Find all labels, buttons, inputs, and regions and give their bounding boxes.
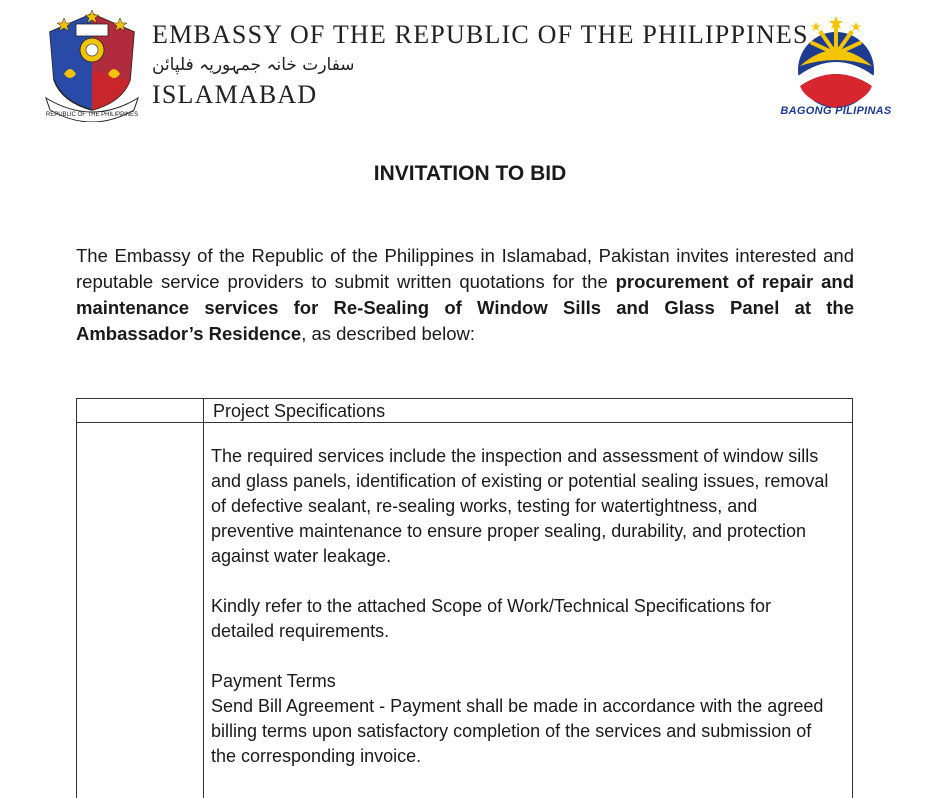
table-header-divider bbox=[76, 422, 853, 423]
table-column-divider bbox=[203, 398, 204, 798]
payment-terms-text: Send Bill Agreement - Payment shall be made in accordance with the agreed billing terms upon satisfactory completion of the services and submission of the corresponding invoice. bbox=[211, 696, 824, 766]
seal-caption: REPUBLIC OF THE PHILIPPINES bbox=[45, 112, 139, 118]
table-border-right bbox=[852, 398, 853, 798]
project-specifications-header: Project Specifications bbox=[213, 401, 386, 421]
intro-lead: The Embassy of the Republic of the Philippines in Islamabad, Pakistan invites interested and reputable service providers to submit written quotations for the bbox=[76, 245, 854, 292]
intro-procurement-bold: procurement of repair and maintenance services for Re-Sealing of Window Sills and Glass Panel at the Ambassador’s Residence bbox=[76, 271, 854, 344]
intro-paragraph bbox=[76, 243, 854, 347]
document-title: INVITATION TO BID bbox=[373, 162, 567, 185]
embassy-name: EMBASSY OF THE REPUBLIC OF THE PHILIPPINES bbox=[152, 20, 809, 49]
project-specifications-table bbox=[76, 398, 853, 798]
intro-tail: , as described below: bbox=[301, 323, 475, 344]
embassy-city: ISLAMABAD bbox=[152, 80, 318, 109]
table-border-top bbox=[76, 398, 853, 399]
project-specifications-body bbox=[211, 444, 831, 769]
services-description: The required services include the inspection and assessment of window sills and glass panels, identification of existing or potential sealing issues, removal of defective sealant, re-sealing works, testing for watertightness, and preventive maintenance to ensure proper sealing, durability, and protection against water leakage. bbox=[211, 446, 829, 566]
embassy-name-urdu: سفارت خانہ جمہوریہ فلپائن bbox=[152, 55, 355, 75]
philippine-seal-icon bbox=[42, 10, 142, 122]
scope-reference-note: Kindly refer to the attached Scope of Work/Technical Specifications for detailed requirements. bbox=[211, 596, 771, 641]
payment-terms-heading: Payment Terms bbox=[211, 671, 336, 691]
bagong-pilipinas-label: BAGONG PILIPINAS bbox=[780, 105, 892, 117]
table-border-left bbox=[76, 398, 77, 798]
bagong-pilipinas-logo-icon bbox=[786, 14, 886, 110]
